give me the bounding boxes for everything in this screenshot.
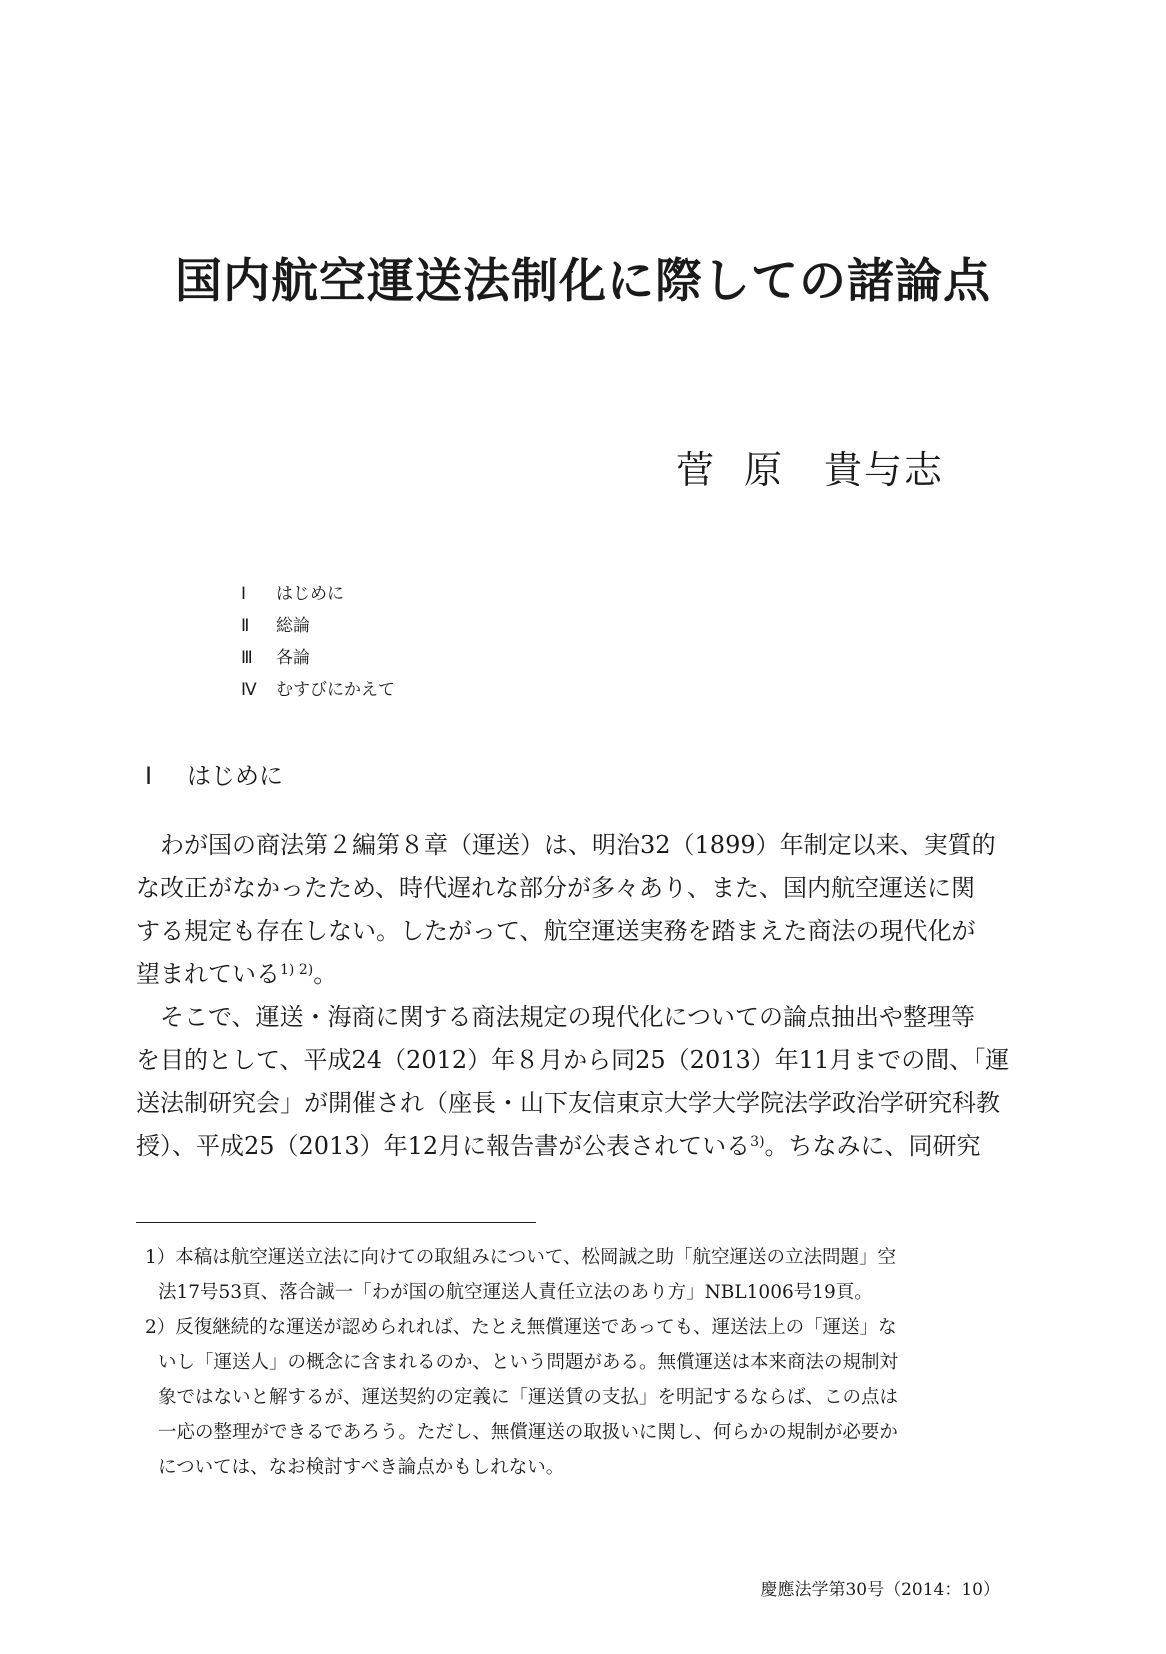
paragraph-line: な改正がなかったため、時代遅れな部分が多々あり、また、国内航空運送に関 bbox=[136, 874, 976, 902]
section-title: はじめに bbox=[187, 762, 283, 790]
paragraph-line: 授）、平成25（2013）年12月に報告書が公表されている$^{3)}$。ちなみに、同研究 bbox=[136, 1132, 981, 1160]
footnote-line: については、なお検討すべき論点かもしれない。 bbox=[158, 1457, 565, 1478]
footnote-divider bbox=[136, 1222, 536, 1223]
toc-item-label: 各論 bbox=[276, 648, 310, 668]
toc-item-number: Ⅲ bbox=[241, 648, 253, 667]
toc-item-label: 総論 bbox=[276, 616, 310, 636]
paper-title: 国内航空運送法制化に際しての諸論点 bbox=[175, 254, 991, 309]
author-surname-1: 菅 bbox=[676, 448, 717, 492]
section-number: Ⅰ bbox=[145, 764, 153, 790]
toc-item bbox=[241, 610, 395, 642]
toc-item-number: Ⅰ bbox=[241, 584, 247, 603]
footnote-line: 法17号53頁、落合誠一「わが国の航空運送人責任立法のあり方」NBL1006号19頁。 bbox=[158, 1282, 873, 1303]
toc-item bbox=[241, 642, 395, 674]
toc-item-number: Ⅱ bbox=[241, 616, 250, 635]
toc-item-label: はじめに bbox=[276, 584, 344, 604]
toc-item bbox=[241, 674, 395, 706]
footnotes bbox=[145, 1240, 1040, 1485]
author-name bbox=[676, 446, 944, 494]
toc-item-label: むすびにかえて bbox=[276, 680, 395, 700]
journal-footer: 慶應法学第30号（2014：10） bbox=[760, 1580, 1000, 1600]
paragraph-line: 望まれている$^{1) 2)}$。 bbox=[136, 960, 338, 988]
section-heading bbox=[145, 760, 283, 793]
footnote-line: 象ではないと解するが、運送契約の定義に「運送賃の支払」を明記するならば、この点は bbox=[158, 1387, 899, 1408]
footnote-reference: 1) 2) bbox=[280, 962, 314, 978]
author-given-name: 貴与志 bbox=[824, 448, 945, 492]
paragraph-line: を目的として、平成24（2012）年８月から同25（2013）年11月までの間、「運 bbox=[136, 1046, 1010, 1074]
footnote-reference: 3) bbox=[750, 1134, 765, 1150]
paragraph-line: そこで、運送・海商に関する商法規定の現代化についての論点抽出や整理等 bbox=[160, 1003, 976, 1031]
footnote-line: いし「運送人」の概念に含まれるのか、という問題がある。無償運送は本来商法の規制対 bbox=[158, 1352, 899, 1373]
footnote-line: 1）本稿は航空運送立法に向けての取組みについて、松岡誠之助「航空運送の立法問題」空 bbox=[145, 1247, 897, 1268]
paragraph-line: 送法制研究会」が開催され（座長・山下友信東京大学大学院法学政治学研究科教 bbox=[136, 1089, 1000, 1117]
footnote-line: 2）反復継続的な運送が認められれば、たとえ無償運送であっても、運送法上の「運送」な bbox=[145, 1317, 897, 1338]
body-text bbox=[136, 824, 1034, 1168]
paragraph-line: する規定も存在しない。したがって、航空運送実務を踏まえた商法の現代化が bbox=[136, 917, 976, 945]
toc-item-number: Ⅳ bbox=[241, 680, 257, 699]
table-of-contents bbox=[241, 578, 395, 706]
paragraph-line: わが国の商法第２編第８章（運送）は、明治32（1899）年制定以来、実質的 bbox=[160, 831, 996, 859]
footnote-line: 一応の整理ができるであろう。ただし、無償運送の取扱いに関し、何らかの規制が必要か bbox=[158, 1422, 898, 1443]
author-surname-2: 原 bbox=[744, 448, 785, 492]
toc-item bbox=[241, 578, 395, 610]
